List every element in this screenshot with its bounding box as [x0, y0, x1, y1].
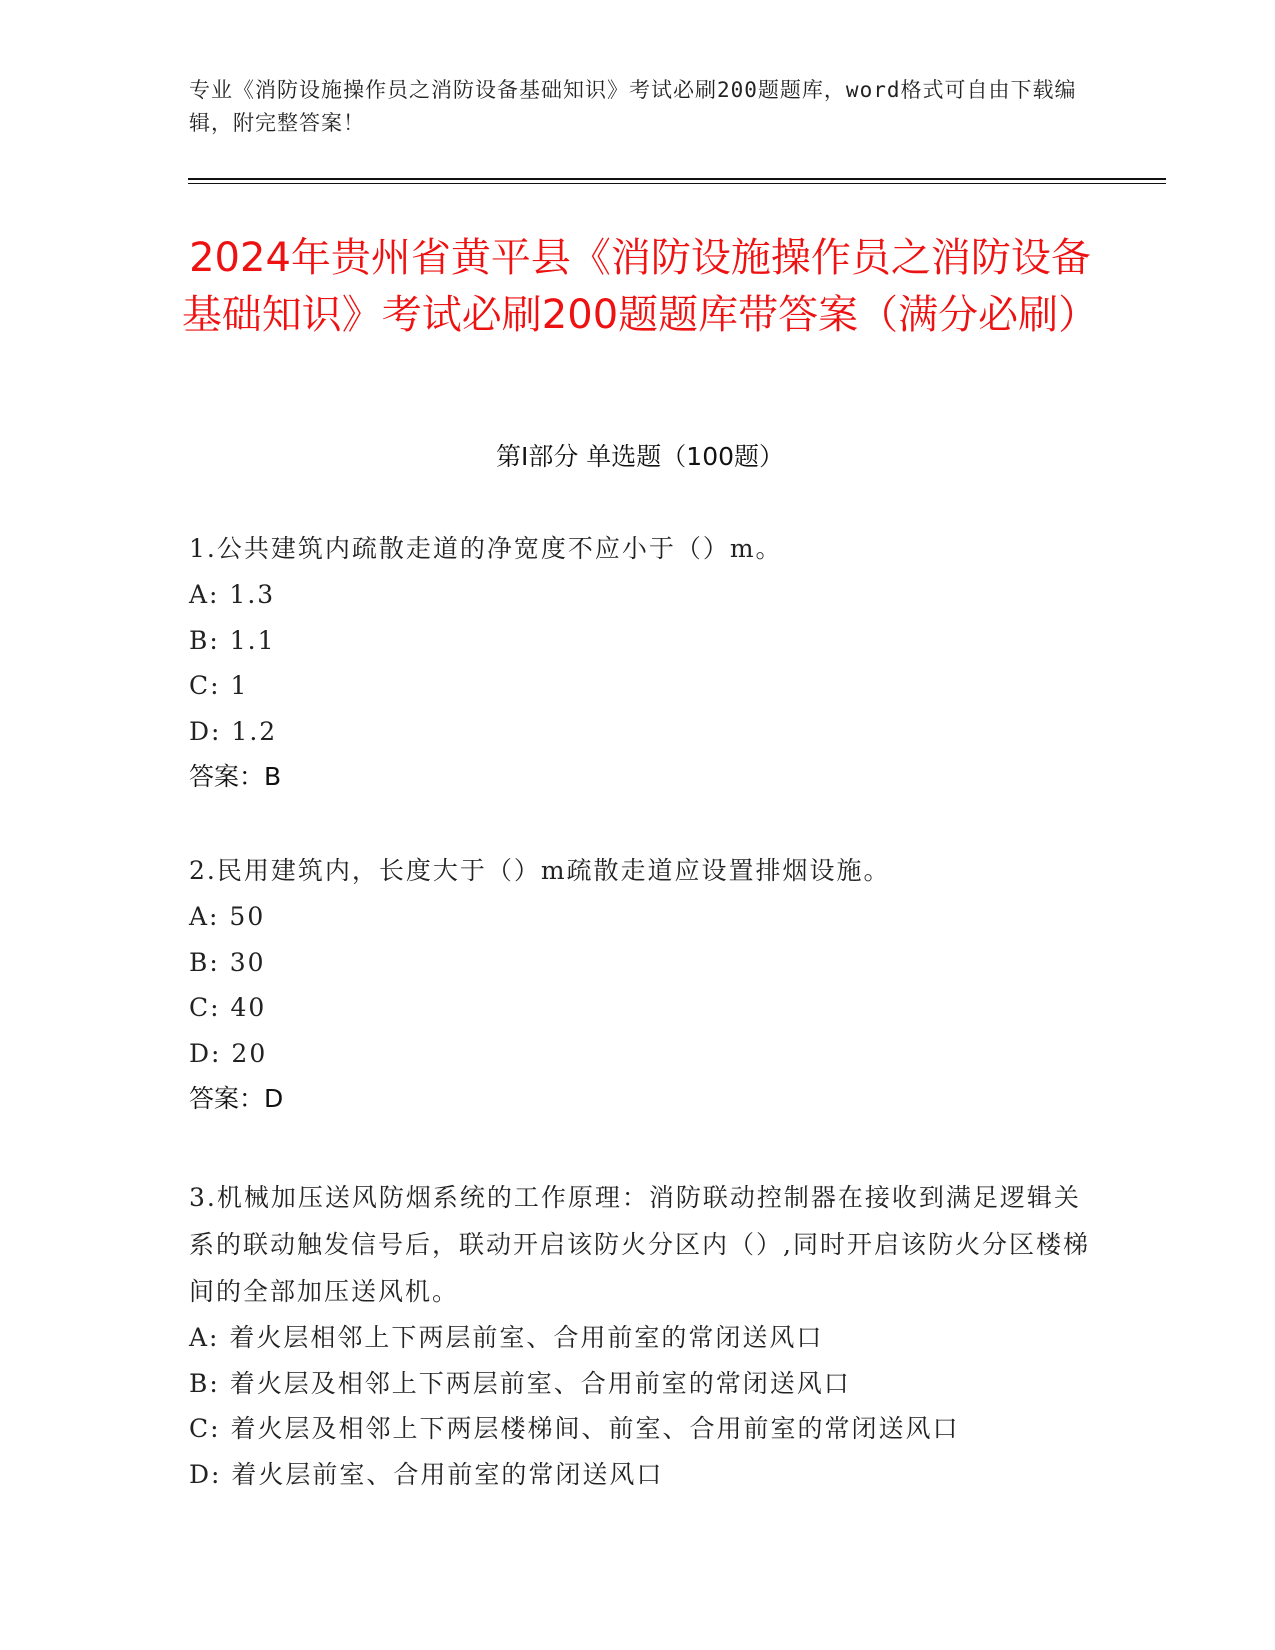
question-1: [189, 525, 1099, 799]
question-2: [189, 847, 1099, 1121]
option-a: A: 着火层相邻上下两层前室、合用前室的常闭送风口: [189, 1323, 824, 1352]
option-c: C: 着火层及相邻上下两层楼梯间、前室、合用前室的常闭送风口: [189, 1414, 960, 1443]
header-rule-thick: [188, 178, 1166, 180]
question-stem: 3.机械加压送风防烟系统的工作原理：消防联动控制器在接收到满足逻辑关系的联动触发信号后，联动开启该防火分区内（）,同时开启该防火分区楼梯间的全部加压送风机。: [189, 1183, 1090, 1306]
option-a: A: 50: [189, 902, 266, 931]
answer: 答案：D: [189, 1084, 284, 1113]
document-title: 2024年贵州省黄平县《消防设施操作员之消防设备基础知识》考试必刷200题题库带答案（满分必刷）: [181, 235, 1099, 338]
option-b: B: 30: [189, 947, 266, 977]
option-d: D: 着火层前室、合用前室的常闭送风口: [189, 1459, 664, 1489]
option-b: B: 1.1: [189, 625, 276, 655]
option-b: B: 着火层及相邻上下两层前室、合用前室的常闭送风口: [189, 1368, 851, 1398]
header-rule-thin: [188, 183, 1166, 184]
question-3: [189, 1174, 1099, 1497]
option-d: D: 20: [189, 1038, 268, 1068]
option-c: C: 1: [189, 671, 249, 700]
question-stem: 2.民用建筑内，长度大于（）m疏散走道应设置排烟设施。: [189, 856, 891, 885]
option-c: C: 40: [189, 993, 267, 1022]
option-a: A: 1.3: [189, 580, 276, 609]
answer: 答案：B: [189, 762, 282, 791]
option-d: D: 1.2: [189, 716, 278, 746]
question-stem: 1.公共建筑内疏散走道的净宽度不应小于（）m。: [189, 534, 783, 563]
section-heading: 第I部分 单选题（100题）: [495, 442, 785, 471]
header-note: 专业《消防设施操作员之消防设备基础知识》考试必刷200题题库，word格式可自由下载编辑，附完整答案！: [189, 78, 1077, 135]
